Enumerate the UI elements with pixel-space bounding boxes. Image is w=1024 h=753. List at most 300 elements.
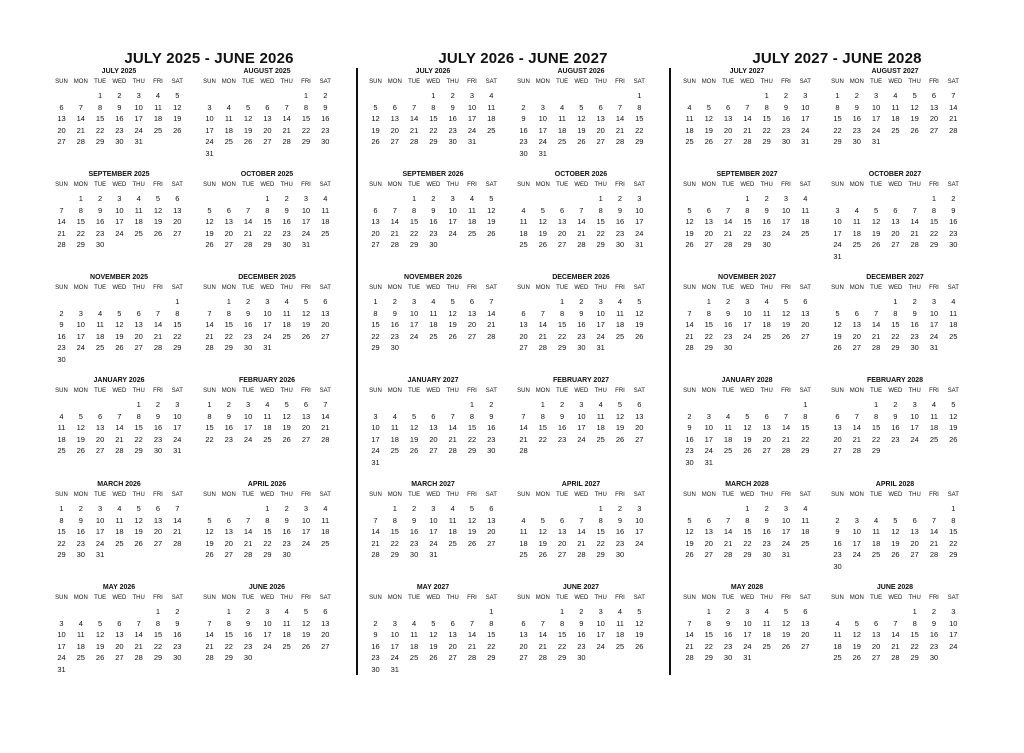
day-cell: 24: [448, 228, 457, 238]
weekday-label: SUN: [369, 285, 382, 291]
day-cell: 27: [596, 137, 605, 146]
day-cell: 4: [323, 504, 328, 513]
day-cell: 5: [373, 102, 378, 112]
day-cell: 5: [854, 618, 859, 628]
day-cell: 20: [429, 434, 438, 444]
day-cell: 20: [557, 538, 567, 548]
day-cell: 4: [617, 297, 623, 306]
day-cell: 24: [704, 446, 713, 455]
day-cell: 11: [224, 114, 233, 123]
day-cell: 10: [57, 630, 66, 639]
day-cell: 17: [263, 630, 272, 639]
day-cell: 3: [540, 102, 545, 112]
day-cell: 20: [891, 228, 900, 238]
day-cell: 29: [263, 240, 272, 249]
weekday-label: SUN: [831, 79, 844, 85]
day-cell: 13: [596, 114, 605, 123]
day-cell: 10: [704, 423, 713, 432]
weekday-label: SUN: [831, 595, 844, 601]
day-cell: 5: [117, 308, 122, 318]
weekday-label: FRI: [467, 285, 477, 291]
day-cell: 19: [487, 217, 496, 226]
day-cell: 14: [615, 114, 625, 123]
day-cell: 6: [931, 91, 937, 100]
day-cell: 14: [173, 515, 182, 525]
weekday-label: SUN: [831, 182, 844, 188]
day-cell: 20: [95, 434, 105, 444]
day-cell: 13: [153, 515, 163, 525]
weekday-label: TUE: [870, 595, 883, 601]
day-cell: 6: [303, 400, 309, 409]
day-cell: 14: [538, 320, 547, 329]
day-cell: 26: [467, 538, 477, 548]
day-cell: 14: [115, 423, 124, 432]
day-cell: 15: [743, 527, 752, 536]
day-cell: 30: [429, 240, 438, 249]
day-cell: 20: [153, 527, 163, 536]
day-cell: 7: [78, 102, 83, 112]
day-cell: 9: [450, 102, 455, 112]
weekday-label: MON: [387, 182, 402, 188]
day-cell: 3: [706, 411, 711, 421]
day-cell: 15: [224, 630, 233, 639]
day-cell: 28: [243, 240, 253, 249]
day-cell: 25: [282, 641, 291, 651]
weekday-label: THU: [280, 388, 293, 394]
day-cell: 23: [910, 331, 919, 341]
day-cell: 21: [949, 114, 958, 123]
day-cell: 25: [519, 550, 528, 559]
day-cell: 25: [871, 550, 881, 559]
day-cell: 2: [412, 504, 417, 513]
day-cell: 4: [431, 297, 436, 306]
weekday-label: FRI: [153, 79, 163, 85]
day-cell: 6: [893, 205, 898, 215]
day-cell: 4: [854, 205, 859, 215]
day-cell: 13: [762, 423, 771, 432]
day-cell: 13: [263, 114, 272, 123]
day-cell: 28: [57, 240, 66, 249]
day-cell: 7: [117, 411, 122, 421]
day-cell: 29: [596, 550, 605, 559]
day-cell: 15: [467, 423, 477, 432]
day-cell: 19: [76, 434, 85, 444]
weekday-label: TUE: [94, 595, 107, 601]
day-cell: 7: [783, 411, 789, 421]
day-cell: 11: [134, 205, 143, 215]
day-cell: 12: [173, 102, 182, 112]
month-block: [514, 68, 648, 168]
weekday-label: WED: [740, 182, 755, 188]
day-cell: 20: [115, 641, 124, 651]
day-cell: 16: [390, 320, 399, 329]
weekday-label: FRI: [301, 595, 311, 601]
month-title: NOVEMBER 2027: [718, 274, 776, 281]
day-cell: 23: [723, 641, 733, 651]
day-cell: 1: [469, 400, 475, 409]
weekday-label: WED: [260, 182, 275, 188]
day-cell: 24: [76, 343, 85, 352]
weekday-label: THU: [280, 182, 293, 188]
day-cell: 14: [685, 630, 694, 639]
day-cell: 24: [871, 125, 881, 135]
month-title: JUNE 2026: [248, 584, 286, 591]
day-cell: 25: [95, 343, 105, 352]
day-cell: 3: [598, 297, 603, 306]
day-cell: 26: [910, 125, 919, 135]
month-title: OCTOBER 2027: [868, 171, 922, 178]
month-block: [514, 171, 648, 271]
weekday-label: MON: [849, 388, 864, 394]
day-cell: 9: [893, 411, 898, 421]
day-cell: 25: [929, 434, 939, 444]
day-cell: 3: [854, 515, 859, 525]
weekday-label: THU: [760, 492, 773, 498]
day-cell: 23: [949, 228, 958, 238]
day-cell: 29: [929, 240, 939, 249]
day-cell: 4: [617, 607, 623, 616]
day-cell: 9: [687, 423, 692, 432]
day-cell: 12: [635, 618, 644, 628]
day-cell: 1: [175, 297, 180, 306]
day-cell: 1: [803, 400, 808, 409]
day-cell: 10: [263, 308, 272, 318]
weekday-label: TUE: [556, 285, 569, 291]
day-cell: 20: [801, 320, 810, 329]
day-cell: 28: [929, 550, 939, 559]
day-cell: 6: [803, 297, 808, 306]
day-cell: 31: [95, 550, 105, 559]
day-cell: 1: [412, 194, 417, 203]
day-cell: 16: [282, 527, 291, 536]
day-cell: 20: [929, 114, 939, 123]
day-cell: 8: [931, 205, 937, 215]
weekday-label: THU: [132, 595, 145, 601]
day-cell: 5: [136, 504, 141, 513]
weekday-label: WED: [888, 285, 903, 291]
day-cell: 28: [371, 550, 380, 559]
day-cell: 13: [801, 308, 810, 318]
day-cell: 22: [409, 228, 419, 238]
day-cell: 25: [57, 446, 66, 455]
day-cell: 19: [852, 641, 861, 651]
weekday-label: SUN: [683, 79, 696, 85]
day-cell: 31: [596, 343, 605, 352]
day-cell: 22: [743, 538, 752, 548]
weekday-label: TUE: [722, 492, 735, 498]
day-cell: 8: [226, 618, 231, 628]
day-cell: 22: [429, 125, 438, 135]
weekday-label: THU: [908, 79, 921, 85]
day-cell: 10: [781, 205, 791, 215]
day-cell: 18: [134, 217, 143, 226]
day-cell: 17: [448, 217, 457, 226]
weekday-label: WED: [112, 182, 127, 188]
day-cell: 21: [685, 331, 694, 341]
month-title: SEPTEMBER 2027: [716, 171, 778, 178]
day-cell: 4: [874, 515, 879, 525]
weekday-label: SUN: [517, 388, 530, 394]
day-cell: 14: [685, 320, 694, 329]
day-cell: 26: [871, 240, 881, 249]
day-cell: 28: [852, 446, 861, 455]
day-cell: 17: [205, 125, 214, 135]
weekday-label: FRI: [467, 492, 477, 498]
day-cell: 21: [448, 434, 457, 444]
weekday-label: SAT: [485, 492, 497, 498]
weekday-label: TUE: [870, 388, 883, 394]
day-cell: 3: [637, 194, 642, 203]
weekday-label: WED: [574, 595, 589, 601]
month-block: [828, 68, 962, 168]
weekday-label: WED: [574, 285, 589, 291]
day-cell: 10: [833, 217, 842, 226]
day-cell: 16: [429, 217, 438, 226]
weekday-label: FRI: [301, 285, 311, 291]
day-cell: 14: [134, 630, 143, 639]
day-cell: 22: [910, 641, 919, 651]
day-cell: 25: [685, 137, 694, 146]
weekday-label: SAT: [799, 492, 811, 498]
day-cell: 20: [301, 423, 311, 432]
day-cell: 26: [538, 240, 547, 249]
weekday-label: WED: [426, 285, 441, 291]
month-title: MARCH 2027: [411, 481, 455, 488]
weekday-label: THU: [760, 388, 773, 394]
day-cell: 14: [205, 320, 214, 329]
day-cell: 8: [598, 205, 603, 215]
day-cell: 14: [205, 630, 214, 639]
day-cell: 30: [448, 137, 457, 146]
day-cell: 19: [910, 114, 919, 123]
day-cell: 11: [448, 515, 457, 525]
day-cell: 12: [685, 217, 694, 226]
day-cell: 1: [226, 297, 231, 306]
day-cell: 10: [173, 411, 182, 421]
day-cell: 4: [78, 618, 83, 628]
day-cell: 12: [891, 527, 900, 536]
weekday-label: SAT: [319, 388, 331, 394]
weekday-label: MON: [387, 285, 402, 291]
weekday-label: TUE: [722, 79, 735, 85]
day-cell: 28: [743, 137, 752, 146]
day-cell: 26: [282, 434, 291, 444]
day-cell: 28: [76, 137, 85, 146]
day-cell: 8: [303, 102, 309, 112]
weekday-label: SUN: [517, 492, 530, 498]
weekday-label: THU: [446, 492, 459, 498]
day-cell: 25: [852, 240, 861, 249]
day-cell: 7: [469, 618, 475, 628]
weekday-label: TUE: [94, 182, 107, 188]
weekday-label: SAT: [633, 182, 645, 188]
day-cell: 22: [263, 228, 272, 238]
day-cell: 11: [57, 423, 66, 432]
weekday-label: SUN: [369, 492, 382, 498]
day-cell: 20: [390, 125, 399, 135]
day-cell: 1: [431, 91, 436, 100]
day-cell: 20: [704, 228, 713, 238]
day-cell: 9: [854, 102, 859, 112]
day-cell: 6: [392, 102, 397, 112]
day-cell: 10: [243, 411, 253, 421]
day-cell: 14: [949, 102, 958, 112]
day-cell: 13: [467, 308, 477, 318]
day-cell: 17: [95, 527, 105, 536]
day-cell: 22: [704, 331, 713, 341]
day-cell: 25: [615, 641, 625, 651]
day-cell: 25: [487, 125, 496, 135]
weekday-label: TUE: [94, 388, 107, 394]
day-cell: 1: [226, 607, 231, 616]
day-cell: 4: [136, 194, 141, 203]
day-cell: 23: [243, 331, 253, 341]
day-cell: 5: [207, 515, 212, 525]
day-cell: 3: [303, 504, 309, 513]
day-cell: 11: [390, 423, 399, 432]
day-cell: 8: [175, 308, 180, 318]
day-cell: 6: [136, 308, 141, 318]
day-cell: 7: [489, 297, 494, 306]
day-cell: 1: [540, 400, 545, 409]
day-cell: 9: [284, 205, 289, 215]
day-cell: 4: [392, 411, 397, 421]
weekday-label: SAT: [319, 79, 331, 85]
day-cell: 22: [596, 538, 605, 548]
day-cell: 13: [704, 217, 713, 226]
day-cell: 15: [409, 217, 419, 226]
day-cell: 2: [59, 308, 64, 318]
day-cell: 9: [284, 515, 289, 525]
day-cell: 4: [931, 400, 937, 409]
day-cell: 15: [134, 423, 143, 432]
day-cell: 31: [371, 457, 380, 467]
day-cell: 13: [301, 411, 311, 421]
day-cell: 15: [224, 320, 233, 329]
day-cell: 26: [704, 137, 713, 146]
weekday-label: SUN: [517, 79, 530, 85]
day-cell: 29: [95, 137, 105, 146]
day-cell: 7: [392, 205, 397, 215]
day-cell: 27: [487, 538, 496, 548]
day-cell: 25: [134, 228, 143, 238]
day-cell: 12: [371, 114, 380, 123]
day-cell: 1: [874, 400, 879, 409]
day-cell: 26: [301, 641, 311, 651]
month-block: [200, 171, 334, 271]
day-cell: 10: [781, 515, 791, 525]
weekday-label: FRI: [467, 595, 477, 601]
day-cell: 27: [134, 343, 143, 352]
day-cell: 29: [949, 550, 958, 559]
day-cell: 26: [134, 538, 143, 548]
day-cell: 12: [134, 515, 143, 525]
day-cell: 19: [409, 434, 419, 444]
day-cell: 24: [301, 538, 311, 548]
day-cell: 29: [801, 446, 810, 455]
day-cell: 28: [538, 343, 547, 352]
day-cell: 2: [246, 297, 251, 306]
day-cell: 16: [76, 527, 85, 536]
weekday-label: FRI: [781, 595, 791, 601]
day-cell: 31: [704, 457, 713, 467]
day-cell: 3: [579, 400, 584, 409]
day-cell: 7: [745, 102, 750, 112]
day-cell: 13: [390, 114, 399, 123]
day-cell: 21: [929, 538, 939, 548]
day-cell: 6: [835, 411, 840, 421]
day-cell: 4: [764, 297, 769, 306]
weekday-label: SUN: [831, 492, 844, 498]
day-cell: 5: [874, 205, 879, 215]
weekday-label: MON: [849, 182, 864, 188]
day-cell: 11: [949, 308, 958, 318]
day-cell: 23: [224, 434, 233, 444]
weekday-label: THU: [594, 388, 607, 394]
day-cell: 9: [726, 618, 731, 628]
day-cell: 23: [615, 538, 625, 548]
day-cell: 23: [557, 434, 567, 444]
day-cell: 29: [833, 137, 842, 146]
day-cell: 28: [448, 446, 457, 455]
day-cell: 22: [173, 331, 182, 341]
day-cell: 13: [519, 630, 528, 639]
day-cell: 28: [871, 343, 881, 352]
day-cell: 30: [57, 354, 66, 364]
day-cell: 2: [579, 607, 584, 616]
day-cell: 8: [706, 618, 711, 628]
day-cell: 28: [282, 137, 291, 146]
day-cell: 12: [301, 308, 311, 318]
day-cell: 11: [762, 308, 771, 318]
weekday-label: SAT: [633, 79, 645, 85]
day-cell: 27: [448, 653, 457, 662]
day-cell: 6: [117, 618, 122, 628]
weekday-label: FRI: [781, 79, 791, 85]
day-cell: 9: [579, 618, 584, 628]
day-cell: 27: [833, 446, 842, 455]
month-title: JANUARY 2026: [93, 377, 145, 384]
weekday-label: THU: [908, 285, 921, 291]
day-cell: 25: [949, 331, 958, 341]
month-title: JULY 2026: [415, 68, 451, 75]
day-cell: 27: [762, 446, 771, 455]
weekday-label: SAT: [485, 285, 497, 291]
day-cell: 12: [781, 618, 791, 628]
day-cell: 4: [226, 102, 231, 112]
day-cell: 5: [687, 205, 692, 215]
weekday-label: TUE: [556, 492, 569, 498]
day-cell: 24: [801, 125, 810, 135]
day-cell: 2: [893, 400, 898, 409]
month-block: [514, 377, 648, 477]
day-cell: 3: [412, 297, 417, 306]
day-cell: 14: [448, 423, 457, 432]
day-cell: 4: [893, 91, 898, 100]
day-cell: 6: [59, 102, 64, 112]
weekday-label: THU: [132, 79, 145, 85]
day-cell: 29: [153, 653, 163, 662]
day-cell: 26: [153, 228, 163, 238]
day-cell: 13: [910, 527, 919, 536]
day-cell: 7: [246, 205, 251, 215]
day-cell: 18: [448, 527, 457, 536]
day-cell: 12: [76, 423, 85, 432]
weekday-label: TUE: [556, 79, 569, 85]
day-cell: 6: [706, 205, 711, 215]
day-cell: 3: [803, 91, 808, 100]
day-cell: 24: [910, 434, 919, 444]
